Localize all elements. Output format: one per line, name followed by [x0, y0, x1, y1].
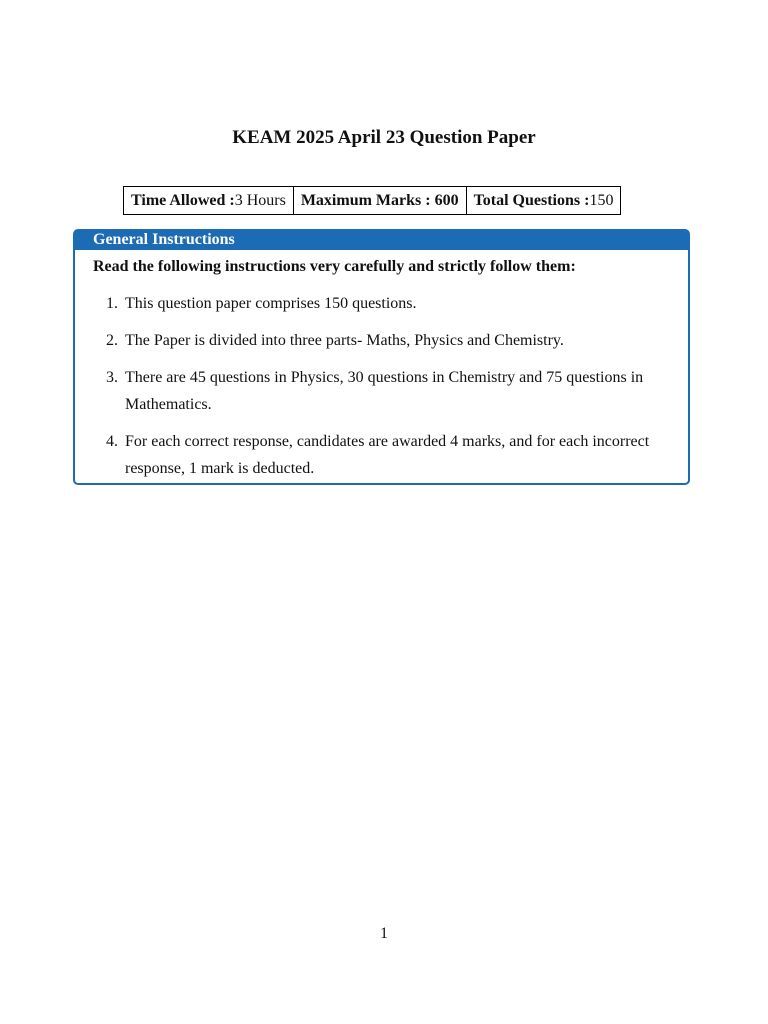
time-allowed-value: 3 Hours [234, 191, 286, 209]
list-item-text: This question paper comprises 150 questions. [125, 295, 417, 312]
page-title: KEAM 2025 April 23 Question Paper [232, 127, 536, 148]
exam-info-row [124, 187, 621, 215]
list-item-number: 2. [106, 332, 118, 349]
page-number: 1 [380, 925, 388, 942]
list-item-text: There are 45 questions in Physics, 30 questions in Chemistry and 75 questions in Mathematics. [125, 369, 644, 413]
list-item-text: The Paper is divided into three parts- Maths, Physics and Chemistry. [125, 332, 564, 349]
instructions-list [75, 290, 673, 492]
time-allowed-label: Time Allowed : [131, 191, 235, 209]
exam-info-table [123, 186, 621, 215]
total-questions-value: 150 [589, 191, 614, 209]
time-allowed-cell [124, 187, 294, 215]
general-instructions-box [73, 229, 690, 485]
total-questions-label: Total Questions : [473, 191, 590, 209]
list-item-number: 1. [106, 295, 118, 312]
instructions-lead: Read the following instructions very carefully and strictly follow them: [93, 258, 576, 275]
list-item-number: 4. [106, 433, 118, 450]
list-item-number: 3. [106, 369, 118, 386]
total-questions-cell [466, 187, 621, 215]
list-item [75, 290, 673, 317]
list-item-text: For each correct response, candidates are awarded 4 marks, and for each incorrect response, 1 mark is deducted. [125, 433, 650, 477]
instructions-header: General Instructions [75, 231, 688, 250]
maximum-marks-cell: Maximum Marks : 600 [293, 187, 466, 215]
list-item [75, 364, 673, 418]
list-item [75, 428, 673, 482]
list-item [75, 327, 673, 354]
